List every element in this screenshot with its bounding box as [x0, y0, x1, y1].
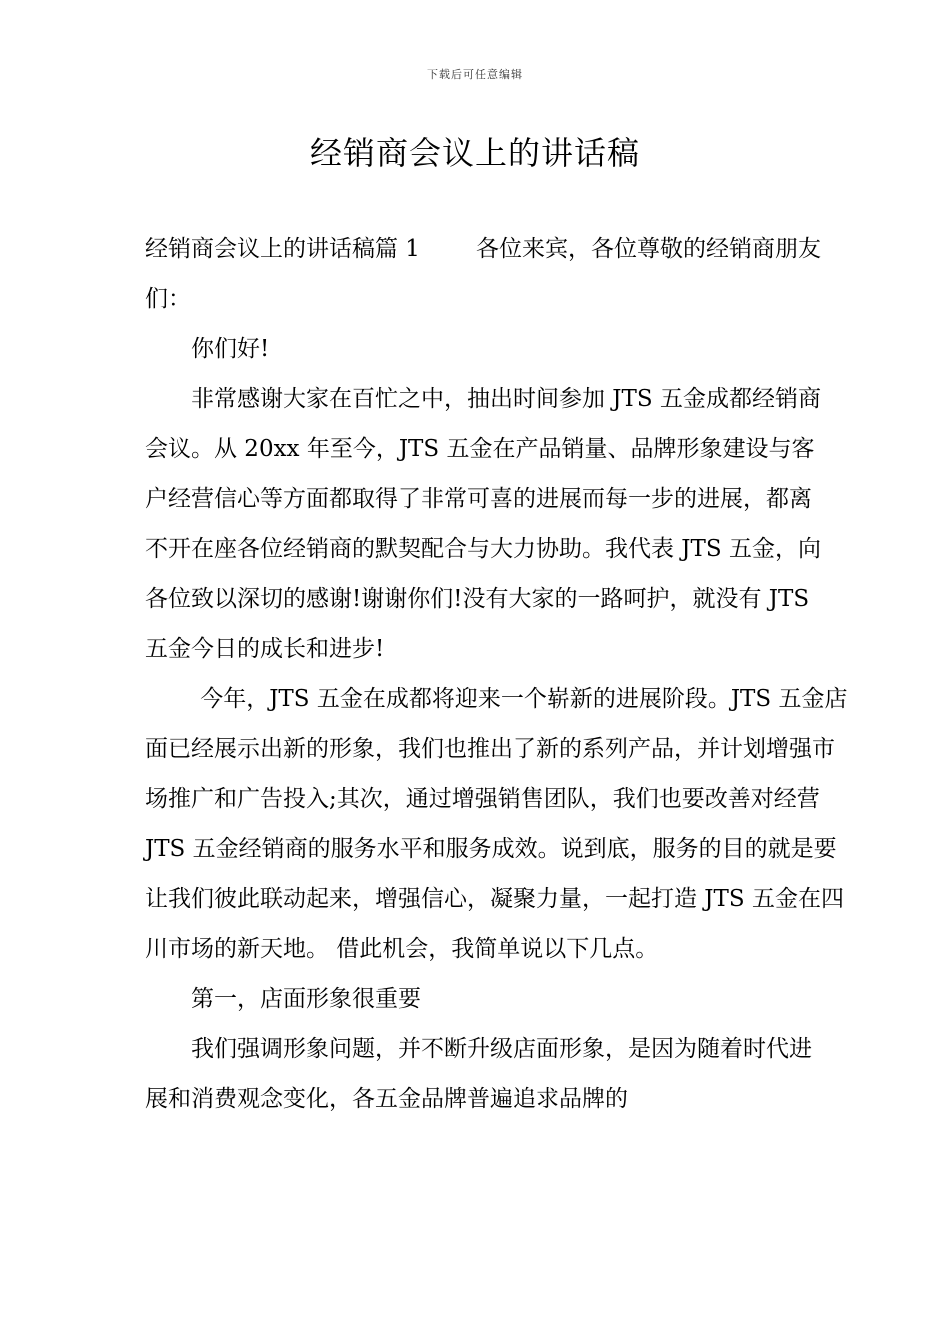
paragraph-thanks: 非常感谢大家在百忙之中，抽出时间参加 JTS 五金成都经销商会议。从 20xx 年至今，JTS 五金在产品销量、品牌形象建设与客户经营信心等方面都取得了非常可喜的进展而每一步的进展，都离不开在座各位经销商的默契配合与大力协助。我代表 JTS 五金，向各位致以深切的感谢!谢谢你们!没有大家的一路呵护，就没有 JTS 五金今日的成长和进步! — [145, 386, 821, 662]
section-heading-first: 第一，店面形象很重要 — [191, 986, 421, 1012]
document-body — [145, 224, 848, 1124]
opening-label: 经销商会议上的讲话稿篇 1 — [145, 236, 420, 262]
paragraph-greeting: 你们好! — [191, 336, 270, 362]
header-note: 下载后可任意编辑 — [427, 68, 523, 81]
paragraph-store-image: 我们强调形象问题，并不断升级店面形象，是因为随着时代进展和消费观念变化，各五金品牌普遍追求品牌的 — [145, 1036, 812, 1112]
document-title: 经销商会议上的讲话稿 — [309, 134, 640, 172]
paragraph-this-year: 今年，JTS 五金在成都将迎来一个崭新的进展阶段。JTS 五金店面已经展示出新的形象，我们也推出了新的系列产品，并计划增强市场推广和广告投入;其次，通过增强销售团队，我们也要改善对经营 JTS 五金经销商的服务水平和服务成效。说到底，服务的目的就是要让我们彼此联动起来，增强信心，凝聚力量，一起打造 JTS 五金在四川市场的新天地。 借此机会，我简单说以下几点。 — [145, 686, 848, 962]
opening-greeting: 各位来宾，各位尊敬的经销商朋友们： — [145, 236, 821, 312]
opening-paragraph — [145, 224, 825, 324]
